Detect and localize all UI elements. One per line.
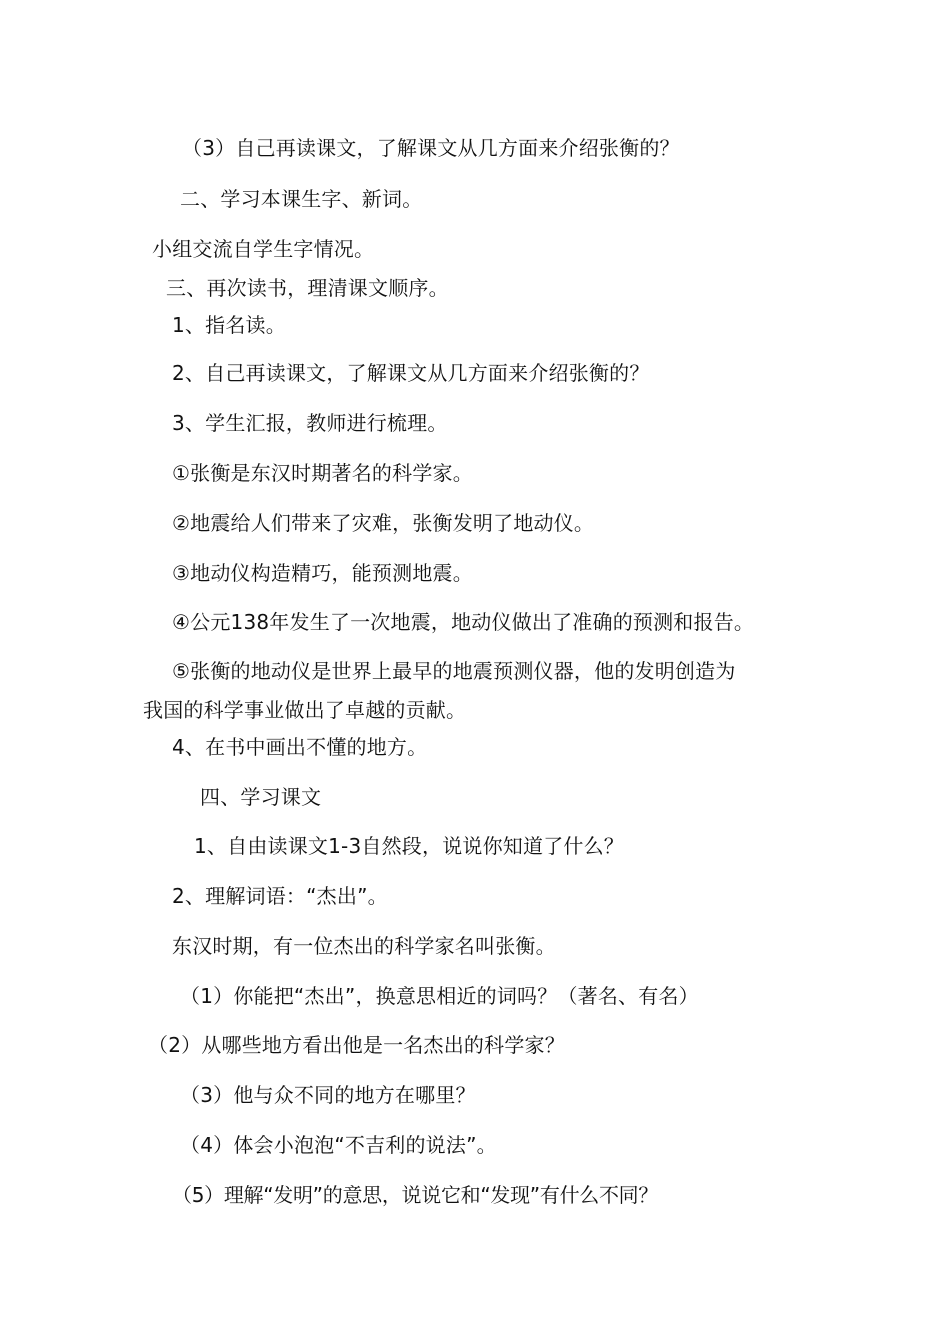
paragraph-line: 1、指名读。 [172,313,286,337]
paragraph-line: 2、自己再读课文，了解课文从几方面来介绍张衡的？ [172,361,650,385]
list-item: ④公元138年发生了一次地震，地动仪做出了准确的预测和报告。 [172,610,755,634]
section-heading: 二、学习本课生字、新词。 [180,187,423,211]
paragraph-line: 4、在书中画出不懂的地方。 [172,735,428,759]
section-heading: 四、学习课文 [200,785,322,809]
paragraph-line: （5）理解“发明”的意思，说说它和“发现”有什么不同？ [172,1183,659,1207]
paragraph-line: 3、学生汇报，教师进行梳理。 [172,411,448,435]
list-item: ⑤张衡的地动仪是世界上最早的地震预测仪器，他的发明创造为 [172,659,736,683]
list-item: ②地震给人们带来了灾难，张衡发明了地动仪。 [172,511,595,535]
paragraph-line: （3）自己再读课文，了解课文从几方面来介绍张衡的？ [182,136,680,160]
list-item: ③地动仪构造精巧，能预测地震。 [172,561,473,585]
paragraph-line: 2、理解词语：“杰出”。 [172,884,388,908]
paragraph-line: 东汉时期，有一位杰出的科学家名叫张衡。 [172,934,556,958]
paragraph-line: 小组交流自学生字情况。 [152,237,375,261]
paragraph-line: （3）他与众不同的地方在哪里？ [180,1083,476,1107]
paragraph-line: （4）体会小泡泡“不吉利的说法”。 [180,1133,497,1157]
section-heading: 三、再次读书，理清课文顺序。 [166,276,449,300]
list-item: ①张衡是东汉时期著名的科学家。 [172,461,473,485]
paragraph-line: （2）从哪些地方看出他是一名杰出的科学家？ [148,1033,565,1057]
paragraph-line: （1）你能把“杰出”，换意思相近的词吗？（著名、有名） [180,984,699,1008]
list-item-continuation: 我国的科学事业做出了卓越的贡献。 [143,698,467,722]
paragraph-line: 1、自由读课文1-3自然段，说说你知道了什么？ [194,834,624,858]
